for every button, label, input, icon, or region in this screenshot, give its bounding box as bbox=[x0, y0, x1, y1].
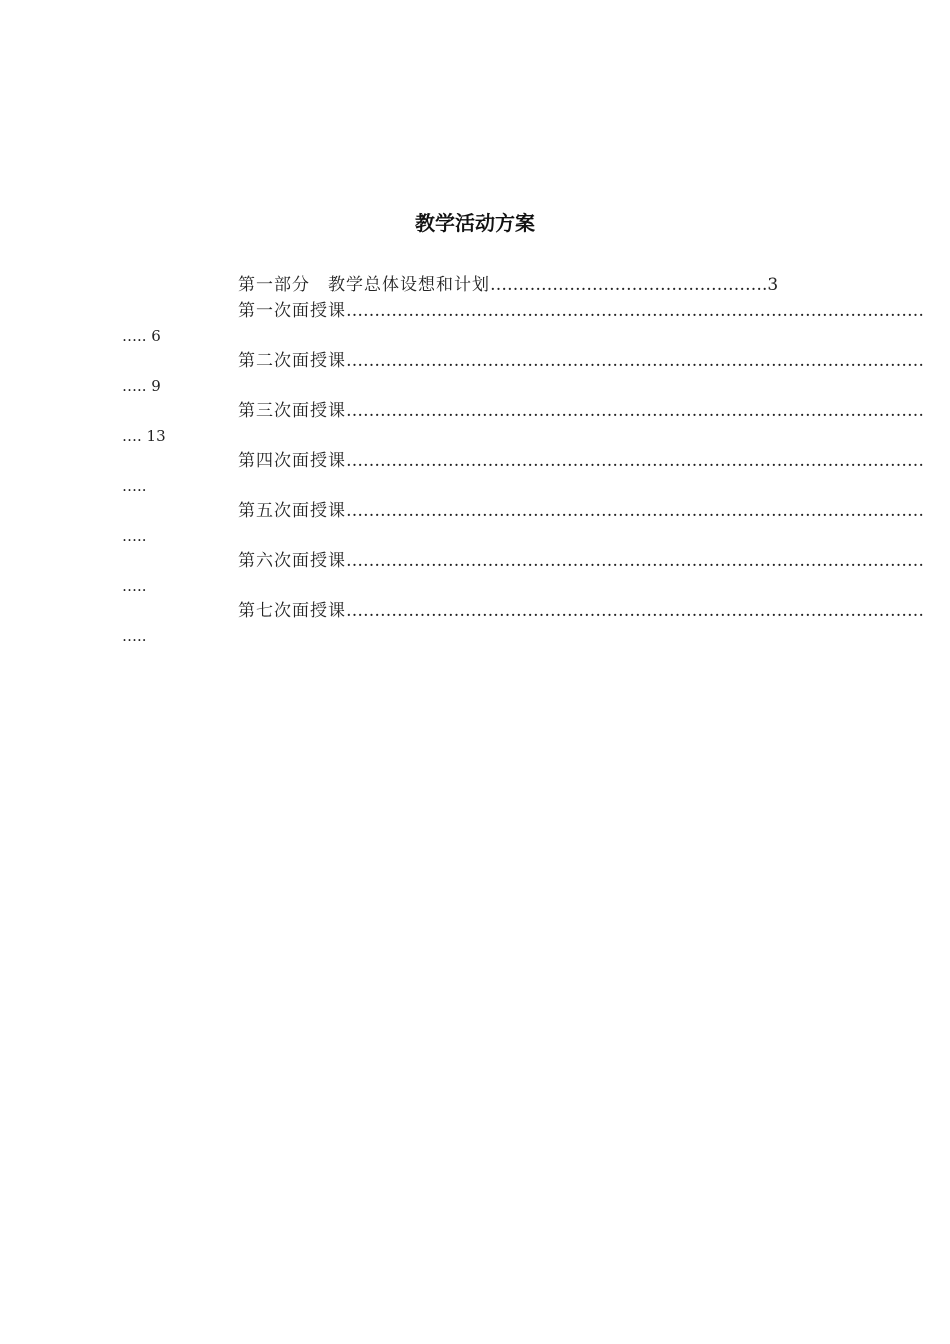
toc-entry-lesson-3[interactable] bbox=[122, 398, 924, 448]
toc-entry-line bbox=[238, 448, 924, 474]
toc-entry-label: 第五次面授课 bbox=[238, 501, 346, 521]
toc-entry-line bbox=[238, 272, 852, 298]
toc-entry-leader: ………………………………………………………………………………………… bbox=[346, 401, 924, 421]
toc-entry-line bbox=[238, 498, 924, 524]
toc-entry-lesson-7[interactable] bbox=[122, 598, 924, 648]
toc-entry-page-number: ….. 6 bbox=[122, 327, 161, 345]
table-of-contents bbox=[122, 272, 924, 648]
toc-entry-line bbox=[238, 298, 924, 324]
toc-entry-leader-and-page: ………………………………………….3 bbox=[490, 275, 779, 295]
toc-entry-label: 第二次面授课 bbox=[238, 351, 346, 371]
toc-entry-page-number: ….. bbox=[122, 577, 147, 595]
toc-entry-label: 第三次面授课 bbox=[238, 401, 346, 421]
toc-entry-lesson-6[interactable] bbox=[122, 548, 924, 598]
toc-entry-line bbox=[238, 398, 924, 424]
toc-entry-page-number: ….. 9 bbox=[122, 377, 161, 395]
toc-entry-line bbox=[238, 598, 924, 624]
toc-entry-leader: ………………………………………………………………………………………… bbox=[346, 501, 924, 521]
toc-entry-label: 第四次面授课 bbox=[238, 451, 346, 471]
toc-entry-lesson-2[interactable] bbox=[122, 348, 924, 398]
toc-entry-line bbox=[238, 548, 924, 574]
toc-entry-lesson-1[interactable] bbox=[122, 298, 924, 348]
toc-entry-part-one[interactable] bbox=[122, 272, 852, 298]
toc-entry-leader: ………………………………………………………………………………………… bbox=[346, 601, 924, 621]
toc-entry-page-number: ….. bbox=[122, 527, 147, 545]
toc-entry-leader: ………………………………………………………………………………………… bbox=[346, 301, 924, 321]
toc-entry-page-number: …. 13 bbox=[122, 427, 166, 445]
toc-entry-page-number: ….. bbox=[122, 627, 147, 645]
toc-entry-label: 第七次面授课 bbox=[238, 601, 346, 621]
page-title: 教学活动方案 bbox=[415, 211, 535, 235]
toc-entry-lesson-5[interactable] bbox=[122, 498, 924, 548]
toc-entry-leader: ………………………………………………………………………………………… bbox=[346, 351, 924, 371]
toc-entry-label: 第一部分 教学总体设想和计划 bbox=[238, 275, 490, 295]
toc-entry-lesson-4[interactable] bbox=[122, 448, 924, 498]
toc-entry-line bbox=[238, 348, 924, 374]
toc-entry-leader: ………………………………………………………………………………………… bbox=[346, 551, 924, 571]
toc-entry-label: 第六次面授课 bbox=[238, 551, 346, 571]
toc-entry-leader: ………………………………………………………………………………………… bbox=[346, 451, 924, 471]
toc-entry-label: 第一次面授课 bbox=[238, 301, 346, 321]
toc-entry-page-number: ….. bbox=[122, 477, 147, 495]
